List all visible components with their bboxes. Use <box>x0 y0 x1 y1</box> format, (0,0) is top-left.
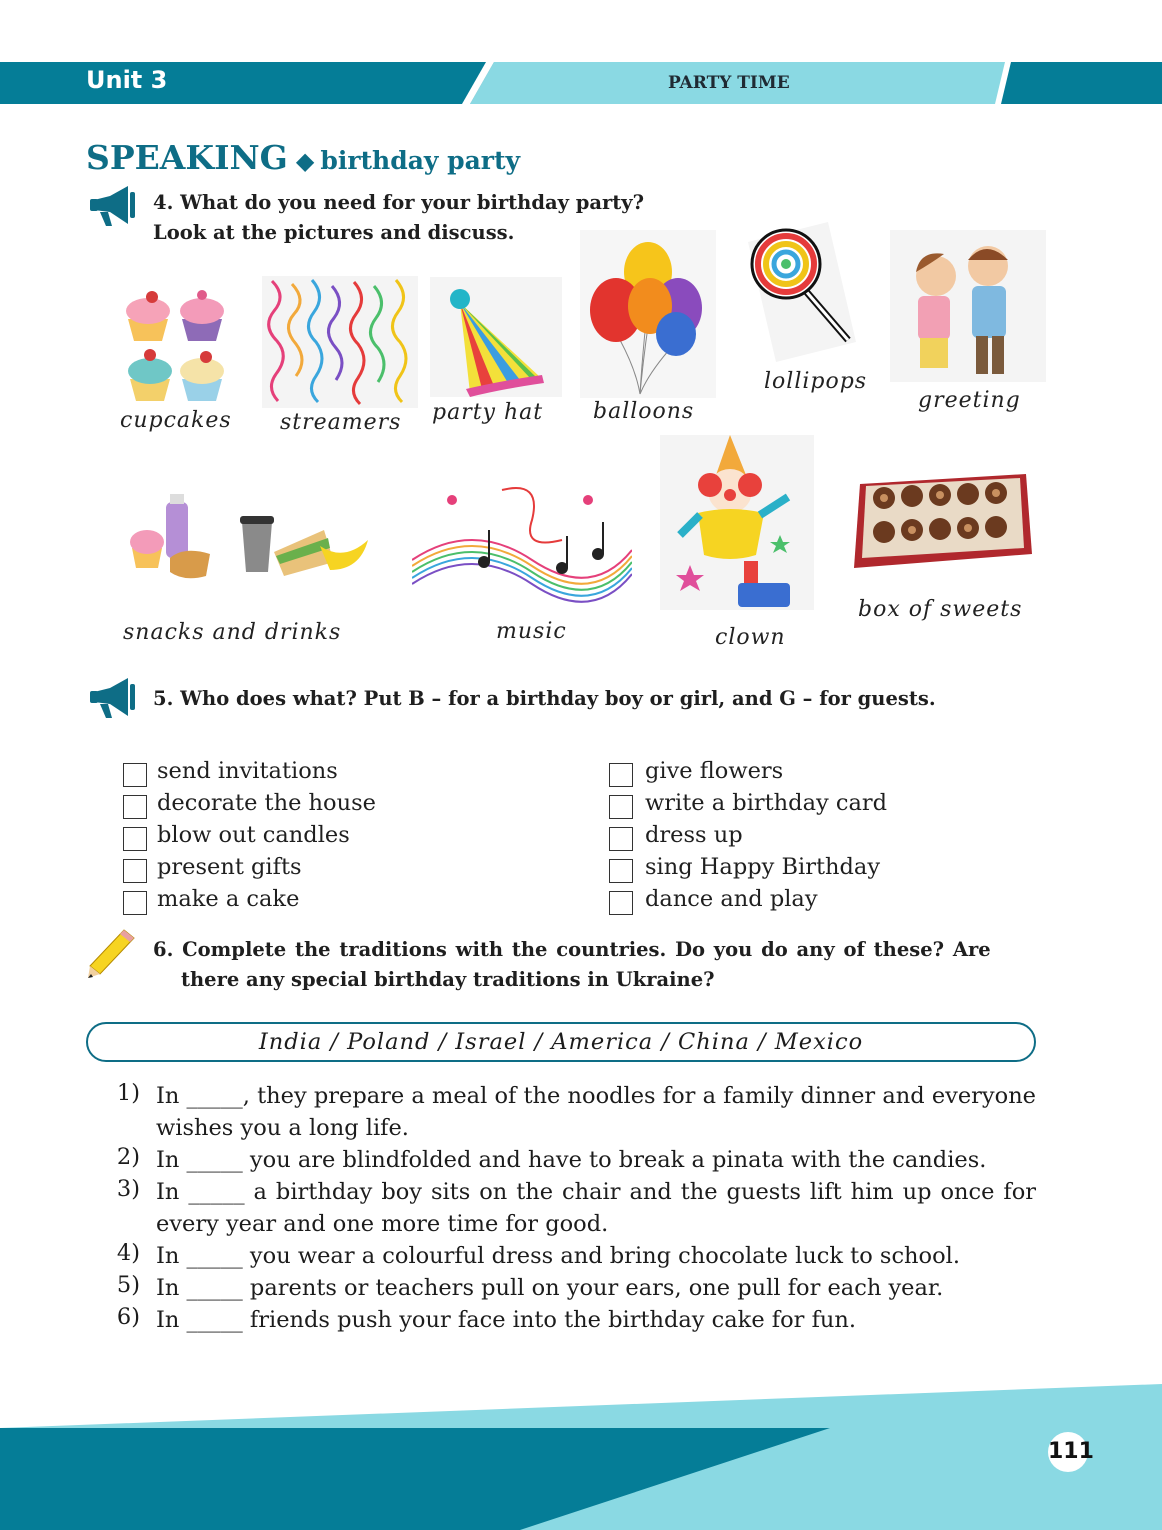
task6-instruction <box>153 935 1037 995</box>
item-text: In _____, they prepare a meal of the noodles for a family dinner and everyone wishes you a long life. <box>156 1083 1036 1141</box>
list-item <box>100 1176 1036 1240</box>
countries-word-box: India / Poland / Israel / America / China / Mexico <box>86 1022 1036 1062</box>
answer-checkbox[interactable] <box>123 891 147 915</box>
answer-checkbox[interactable] <box>609 891 633 915</box>
item-number: 5) <box>116 1272 140 1298</box>
balloons-picture <box>580 230 716 398</box>
caption-cupcakes: cupcakes <box>120 408 232 433</box>
activity-label: blow out candles <box>157 822 350 848</box>
activity-label: make a cake <box>157 886 300 912</box>
traditions-list <box>100 1080 1036 1336</box>
streamers-picture <box>262 276 418 408</box>
megaphone-icon <box>88 184 138 230</box>
answer-checkbox[interactable] <box>609 859 633 883</box>
lollipop-picture <box>748 222 856 362</box>
box-of-sweets-picture <box>850 464 1036 576</box>
page-title: PARTY TIME <box>668 73 790 93</box>
footer-band <box>0 1384 1162 1530</box>
task4-instruction <box>153 188 644 248</box>
task4-line1: 4. What do you need for your birthday party? <box>153 191 645 214</box>
item-text: In _____ parents or teachers pull on your ears, one pull for each year. <box>156 1275 944 1301</box>
answer-checkbox[interactable] <box>123 859 147 883</box>
section-heading <box>86 138 520 177</box>
list-item <box>100 1080 1036 1144</box>
unit-label: Unit 3 <box>86 66 168 94</box>
activity-label: present gifts <box>157 854 302 880</box>
task4-line2: Look at the pictures and discuss. <box>153 221 515 244</box>
list-item <box>100 1304 1036 1336</box>
activity-label: write a birthday card <box>645 790 888 816</box>
pencil-icon <box>86 928 136 980</box>
caption-balloons: balloons <box>593 399 695 424</box>
item-number: 2) <box>116 1144 140 1170</box>
section-subtitle: birthday party <box>320 146 521 175</box>
greeting-picture <box>890 230 1046 382</box>
answer-checkbox[interactable] <box>609 795 633 819</box>
page-number: 111 <box>1048 1432 1088 1472</box>
caption-greeting: greeting <box>918 388 1021 413</box>
task5-instruction: 5. Who does what? Put B – for a birthday boy or girl, and G – for guests. <box>153 687 936 710</box>
caption-party-hat: party hat <box>432 400 544 425</box>
diamond-icon: ◆ <box>295 147 315 175</box>
caption-streamers: streamers <box>280 410 402 435</box>
caption-lollipops: lollipops <box>764 369 868 394</box>
task6-line2: there any special birthday traditions in Ukraine? <box>181 968 715 991</box>
megaphone-icon <box>88 676 138 722</box>
music-notes-picture <box>412 470 632 605</box>
item-number: 1) <box>116 1080 140 1106</box>
section-title: SPEAKING <box>86 138 288 177</box>
caption-box-of-sweets: box of sweets <box>858 597 1023 622</box>
snacks-and-drinks-picture <box>124 492 374 582</box>
caption-music: music <box>496 619 567 644</box>
item-number: 3) <box>116 1176 140 1202</box>
activity-label: send invitations <box>157 758 338 784</box>
item-text: In _____ a birthday boy sits on the chair and the guests lift him up once for every year and one more time for good. <box>156 1179 1036 1237</box>
answer-checkbox[interactable] <box>609 827 633 851</box>
answer-checkbox[interactable] <box>123 827 147 851</box>
item-text: In _____ you wear a colourful dress and bring chocolate luck to school. <box>156 1243 960 1269</box>
activity-label: dress up <box>645 822 743 848</box>
cupcakes-picture <box>122 285 228 405</box>
activity-label: decorate the house <box>157 790 376 816</box>
activity-label: sing Happy Birthday <box>645 854 881 880</box>
item-number: 6) <box>116 1304 140 1330</box>
item-number: 4) <box>116 1240 140 1266</box>
item-text: In _____ you are blindfolded and have to break a pinata with the candies. <box>156 1147 987 1173</box>
caption-clown: clown <box>715 625 786 650</box>
clown-picture <box>660 435 814 610</box>
answer-checkbox[interactable] <box>123 795 147 819</box>
item-text: In _____ friends push your face into the birthday cake for fun. <box>156 1307 857 1333</box>
list-item <box>100 1144 1036 1176</box>
activity-label: dance and play <box>645 886 818 912</box>
list-item <box>100 1272 1036 1304</box>
caption-snacks-and-drinks: snacks and drinks <box>123 620 342 645</box>
activity-label: give flowers <box>645 758 784 784</box>
task6-line1: 6. Complete the traditions with the countries. Do you do any of these? Are <box>153 938 991 961</box>
answer-checkbox[interactable] <box>609 763 633 787</box>
party-hat-picture <box>430 277 562 397</box>
answer-checkbox[interactable] <box>123 763 147 787</box>
list-item <box>100 1240 1036 1272</box>
